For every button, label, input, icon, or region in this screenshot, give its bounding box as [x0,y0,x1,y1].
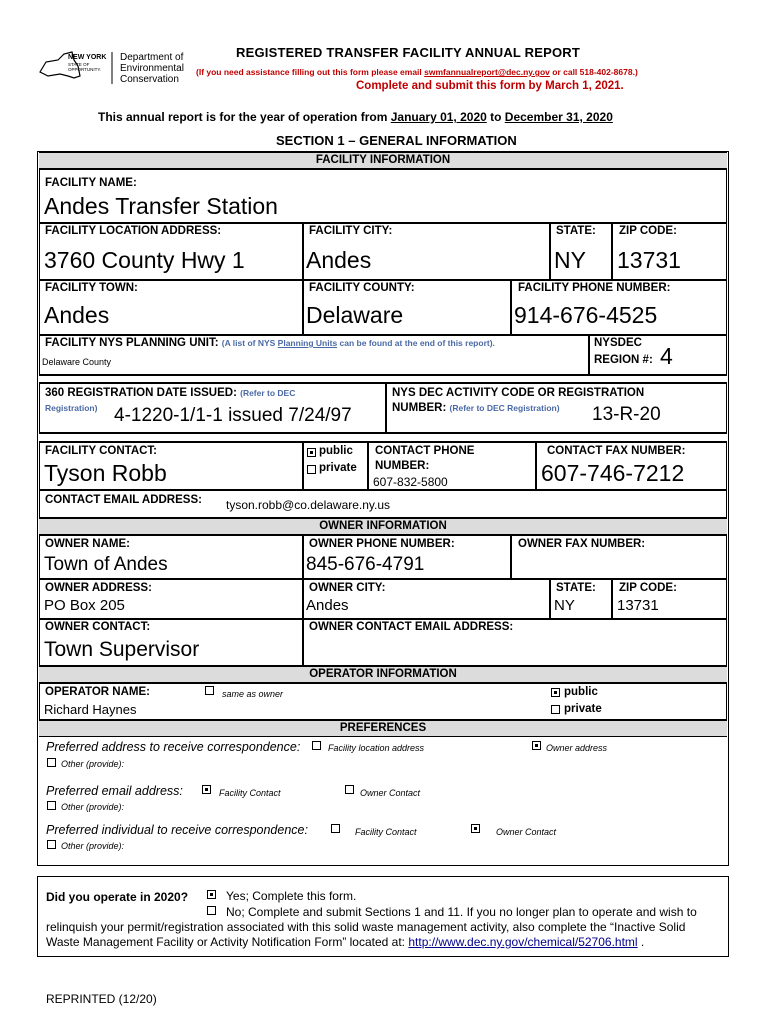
facility-zip-value[interactable]: 13731 [617,247,681,273]
year-to-word: to [486,110,505,124]
logo-ny-text: NEW YORK [68,54,107,61]
activity-value[interactable]: 13-R-20 [592,404,661,425]
operator-private-label: private [564,703,602,715]
facility-location-value[interactable]: 3760 County Hwy 1 [44,247,245,273]
pref-email-other-checkbox[interactable] [47,801,56,810]
pref-address-facility-checkbox[interactable] [312,741,321,750]
operate-line-3 [46,935,644,949]
owner-info-bar: OWNER INFORMATION [39,518,727,535]
contact-phone-label-1: CONTACT PHONE [375,445,475,457]
planning-label-text: FACILITY NYS PLANNING UNIT: [45,337,219,349]
operate-line-3-post: . [637,935,645,949]
owner-phone-value[interactable]: 845-676-4791 [306,554,425,575]
preferences-bar: PREFERENCES [39,720,727,737]
region-label-2: REGION #: [594,354,653,366]
operate-yes-label: Yes; Complete this form. [226,889,357,903]
planning-unit-value[interactable]: Delaware County [42,357,112,367]
nys-dec-logo [38,48,192,88]
assistance-note [196,67,638,77]
owner-state-value[interactable]: NY [554,597,575,614]
pref-address-owner-label: Owner address [546,743,608,753]
operator-name-label: OPERATOR NAME: [45,686,150,698]
contact-phone-label-2: NUMBER: [375,460,430,472]
pref-email-question: Preferred email address: [46,784,183,798]
operator-public-checkbox[interactable] [551,688,560,697]
reprint-footer: REPRINTED (12/20) [46,992,157,1006]
facility-phone-label: FACILITY PHONE NUMBER: [518,282,671,294]
pref-email-owner-label: Owner Contact [360,788,421,798]
pref-email-owner-checkbox[interactable] [345,785,354,794]
year-prefix: This annual report is for the year of operation from [98,110,391,124]
pref-address-other-label: Other (provide): [61,759,125,769]
year-to: December 31, 2020 [504,110,613,124]
pref-individual-other-label: Other (provide): [61,841,125,851]
year-from: January 01, 2020 [390,110,487,124]
owner-contact-label: OWNER CONTACT: [45,621,151,633]
operator-name-value[interactable]: Richard Haynes [44,702,137,717]
facility-town-label: FACILITY TOWN: [45,282,138,294]
facility-info-bar: FACILITY INFORMATION [39,152,727,169]
owner-city-label: OWNER CITY: [309,582,386,594]
operator-private-checkbox[interactable] [551,705,560,714]
pref-address-question: Preferred address to receive correspondence: [46,740,301,754]
operate-line-2: relinquish your permit/registration associated with this solid waste management activity, also complete the “Inactive Solid [46,920,686,934]
pref-individual-owner-label: Owner Contact [496,827,557,837]
activity-label-1: NYS DEC ACTIVITY CODE OR REGISTRATION [392,387,645,399]
contact-public-checkbox[interactable] [307,448,316,457]
facility-name-value[interactable]: Andes Transfer Station [44,193,278,219]
report-year-line [98,110,613,124]
spacer-2 [39,433,727,442]
reg-date-label-text: 360 REGISTRATION DATE ISSUED: [45,387,237,399]
operator-public-label: public [564,686,598,698]
facility-contact-label: FACILITY CONTACT: [45,445,158,457]
activity-label-2 [392,402,560,414]
planning-note-pre: (A list of NYS [221,338,278,348]
owner-contact-value[interactable]: Town Supervisor [44,638,200,661]
facility-zip-label: ZIP CODE: [619,225,677,237]
pref-individual-question: Preferred individual to receive correspondence: [46,823,308,837]
planning-note [222,338,495,348]
assist-prefix: (If you need assistance filling out this form please email [196,67,425,77]
contact-private-checkbox[interactable] [307,465,316,474]
facility-county-value[interactable]: Delaware [306,302,404,328]
operate-line-3-pre: Waste Management Facility or Activity Notification Form” located at: [46,935,409,949]
reg-date-note-1: (Refer to DEC [240,388,296,398]
region-label-1: NYSDEC [594,337,642,349]
owner-name-label: OWNER NAME: [45,538,130,550]
facility-location-label: FACILITY LOCATION ADDRESS: [45,225,222,237]
spacer-1 [39,375,727,383]
owner-state-label: STATE: [556,582,596,594]
owner-zip-label: ZIP CODE: [619,582,677,594]
operator-info-bar: OPERATOR INFORMATION [39,666,727,683]
facility-state-label: STATE: [556,225,596,237]
pref-address-facility-label: Facility location address [328,743,425,753]
owner-email-label: OWNER CONTACT EMAIL ADDRESS: [309,621,514,633]
contact-email-label: CONTACT EMAIL ADDRESS: [45,494,202,506]
facility-name-label: FACILITY NAME: [45,177,137,189]
operator-same-label: same as owner [222,689,284,699]
reg-date-note-2: Registration) [45,403,98,413]
pref-email-facility-checkbox[interactable] [202,785,211,794]
owner-zip-value[interactable]: 13731 [617,597,659,614]
report-title: REGISTERED TRANSFER FACILITY ANNUAL REPORT [236,45,581,60]
owner-address-label: OWNER ADDRESS: [45,582,152,594]
pref-email-facility-label: Facility Contact [219,788,281,798]
activity-note: (Refer to DEC Registration) [449,403,560,413]
pref-email-other-label: Other (provide): [61,802,125,812]
contact-fax-label: CONTACT FAX NUMBER: [547,445,686,457]
owner-fax-label: OWNER FAX NUMBER: [518,538,646,550]
owner-city-value[interactable]: Andes [306,597,349,614]
facility-contact-value[interactable]: Tyson Robb [44,460,167,486]
inactive-form-link[interactable]: http://www.dec.ny.gov/chemical/52706.html [408,935,638,949]
pref-address-other-checkbox[interactable] [47,758,56,767]
operate-no-checkbox[interactable] [207,906,216,915]
facility-city-value[interactable]: Andes [306,247,372,273]
region-value[interactable]: 4 [660,343,673,369]
operator-same-as-owner-checkbox[interactable] [205,686,214,695]
reg-date-value[interactable]: 4-1220-1/1-1 issued 7/24/97 [114,405,352,426]
pref-individual-owner-checkbox[interactable] [471,824,480,833]
planning-units-link[interactable]: Planning Units [277,338,338,348]
reg-date-label [45,387,295,399]
facility-phone-value[interactable]: 914-676-4525 [514,302,658,328]
pref-individual-facility-checkbox[interactable] [331,824,340,833]
contact-public-label: public [319,445,353,457]
operate-yes-checkbox[interactable] [207,890,216,899]
logo-dept-text: Department of Environmental Conservation [120,52,184,85]
contact-private-label: private [319,462,357,474]
planning-note-post: can be found at the end of this report). [337,338,495,348]
operate-no-label: No; Complete and submit Sections 1 and 11. If you no longer plan to operate and wish to [226,905,697,919]
facility-town-value[interactable]: Andes [44,302,110,328]
owner-name-value[interactable]: Town of Andes [44,554,168,575]
pref-address-owner-checkbox[interactable] [532,741,541,750]
deadline-note: Complete and submit this form by March 1, 2021. [356,80,624,92]
contact-email-value[interactable]: tyson.robb@co.delaware.ny.us [226,498,391,512]
facility-city-label: FACILITY CITY: [309,225,393,237]
logo-state-text: STATE OF OPPORTUNITY. [68,62,102,72]
assist-suffix: or call 518-402-8678.) [549,67,638,77]
operate-question: Did you operate in 2020? [46,890,189,904]
facility-state-value[interactable]: NY [554,247,586,273]
contact-fax-value[interactable]: 607-746-7212 [541,460,685,486]
owner-address-value[interactable]: PO Box 205 [44,597,125,614]
assist-email-link[interactable]: swmfannualreport@dec.ny.gov [424,67,550,77]
pref-individual-other-checkbox[interactable] [47,840,56,849]
facility-county-label: FACILITY COUNTY: [309,282,415,294]
contact-phone-value[interactable]: 607-832-5800 [373,475,448,489]
planning-unit-label [45,337,495,349]
section-title: SECTION 1 – GENERAL INFORMATION [276,133,517,148]
owner-phone-label: OWNER PHONE NUMBER: [309,538,455,550]
pref-individual-facility-label: Facility Contact [355,827,417,837]
activity-label-2-text: NUMBER: [392,402,447,414]
